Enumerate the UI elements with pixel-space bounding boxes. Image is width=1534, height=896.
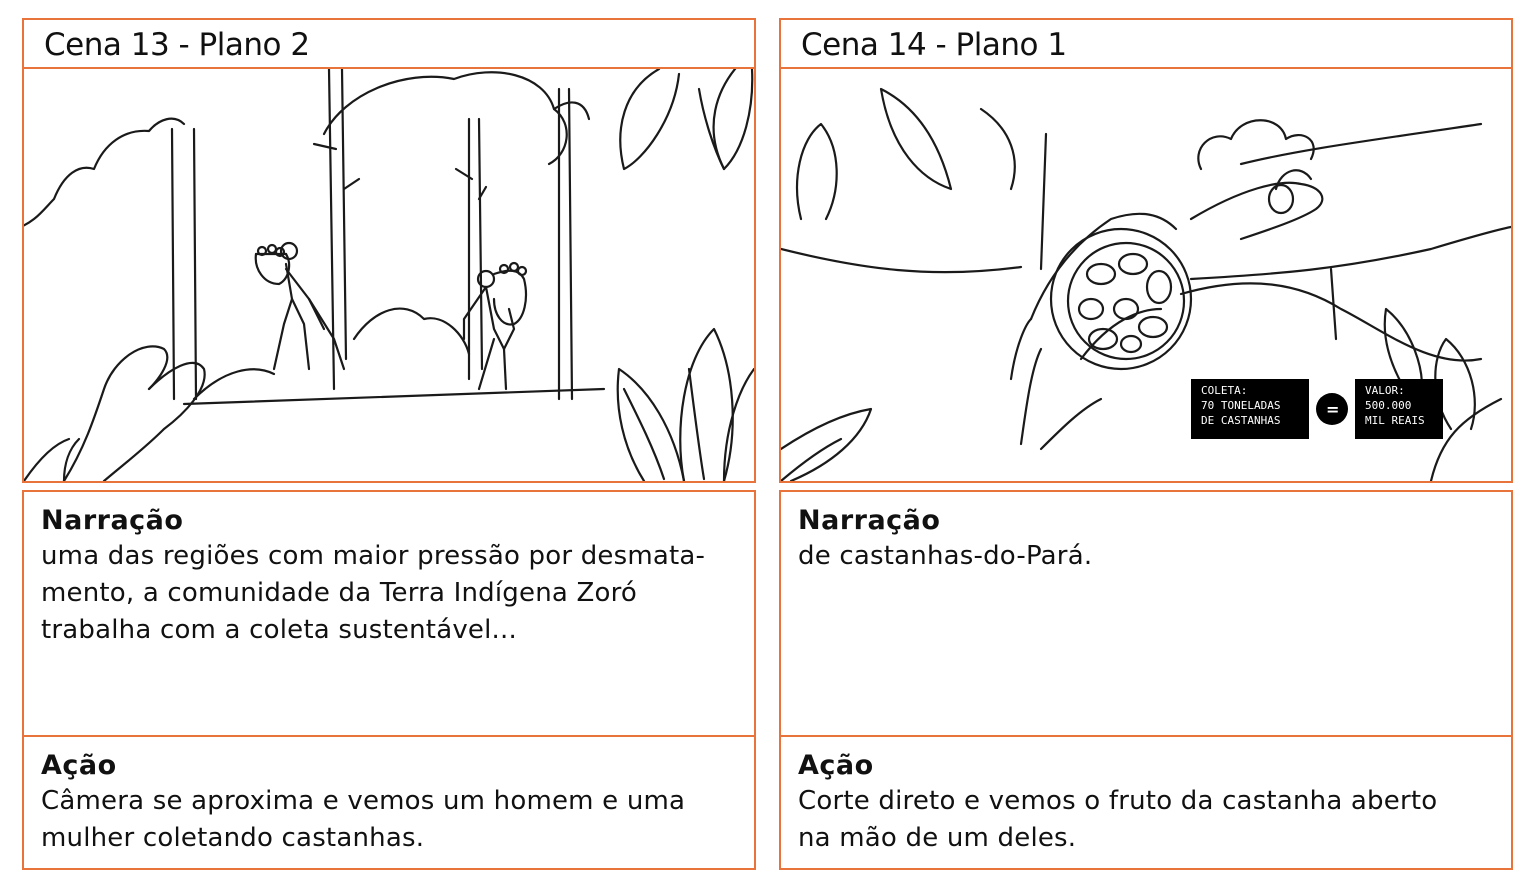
forest-sketch-illustration bbox=[24, 69, 754, 481]
action-text bbox=[798, 783, 1501, 857]
info-line: 70 TONELADAS bbox=[1201, 399, 1281, 412]
storyboard-panel-scene-14 bbox=[779, 18, 1515, 870]
info-line: DE CASTANHAS bbox=[1201, 414, 1281, 427]
action-line: Câmera se aproxima e vemos um homem e uma bbox=[41, 786, 686, 816]
action-text bbox=[41, 783, 744, 857]
narration-label: Narração bbox=[798, 505, 941, 536]
narration-text bbox=[798, 538, 1501, 575]
narration-line: uma das regiões com maior pressão por desmata- bbox=[41, 541, 706, 571]
storyboard-panel-scene-13 bbox=[22, 18, 758, 870]
panel-title: Cena 14 - Plano 1 bbox=[779, 18, 1513, 69]
brazil-nut-sketch-illustration bbox=[781, 69, 1511, 481]
equals-sign: = bbox=[1326, 400, 1340, 419]
narration-label: Narração bbox=[41, 505, 184, 536]
narration-text bbox=[41, 538, 744, 649]
narration-line: de castanhas-do-Pará. bbox=[798, 541, 1093, 571]
sketch-frame bbox=[779, 67, 1513, 483]
narration-line: mento, a comunidade da Terra Indígena Zoró bbox=[41, 578, 638, 608]
action-section bbox=[779, 735, 1513, 870]
info-line: COLETA: bbox=[1201, 384, 1248, 397]
action-line: na mão de um deles. bbox=[798, 823, 1077, 853]
action-section bbox=[22, 735, 756, 870]
info-line: 500.000 bbox=[1365, 399, 1412, 412]
info-line: MIL REAIS bbox=[1365, 414, 1425, 427]
narration-section bbox=[22, 490, 756, 737]
narration-section bbox=[779, 490, 1513, 737]
narration-line: trabalha com a coleta sustentável... bbox=[41, 615, 517, 645]
sketch-frame bbox=[22, 67, 756, 483]
action-label: Ação bbox=[41, 750, 117, 781]
info-line: VALOR: bbox=[1365, 384, 1405, 397]
action-line: Corte direto e vemos o fruto da castanha aberto bbox=[798, 786, 1438, 816]
action-line: mulher coletando castanhas. bbox=[41, 823, 425, 853]
action-label: Ação bbox=[798, 750, 874, 781]
panel-title: Cena 13 - Plano 2 bbox=[22, 18, 756, 69]
